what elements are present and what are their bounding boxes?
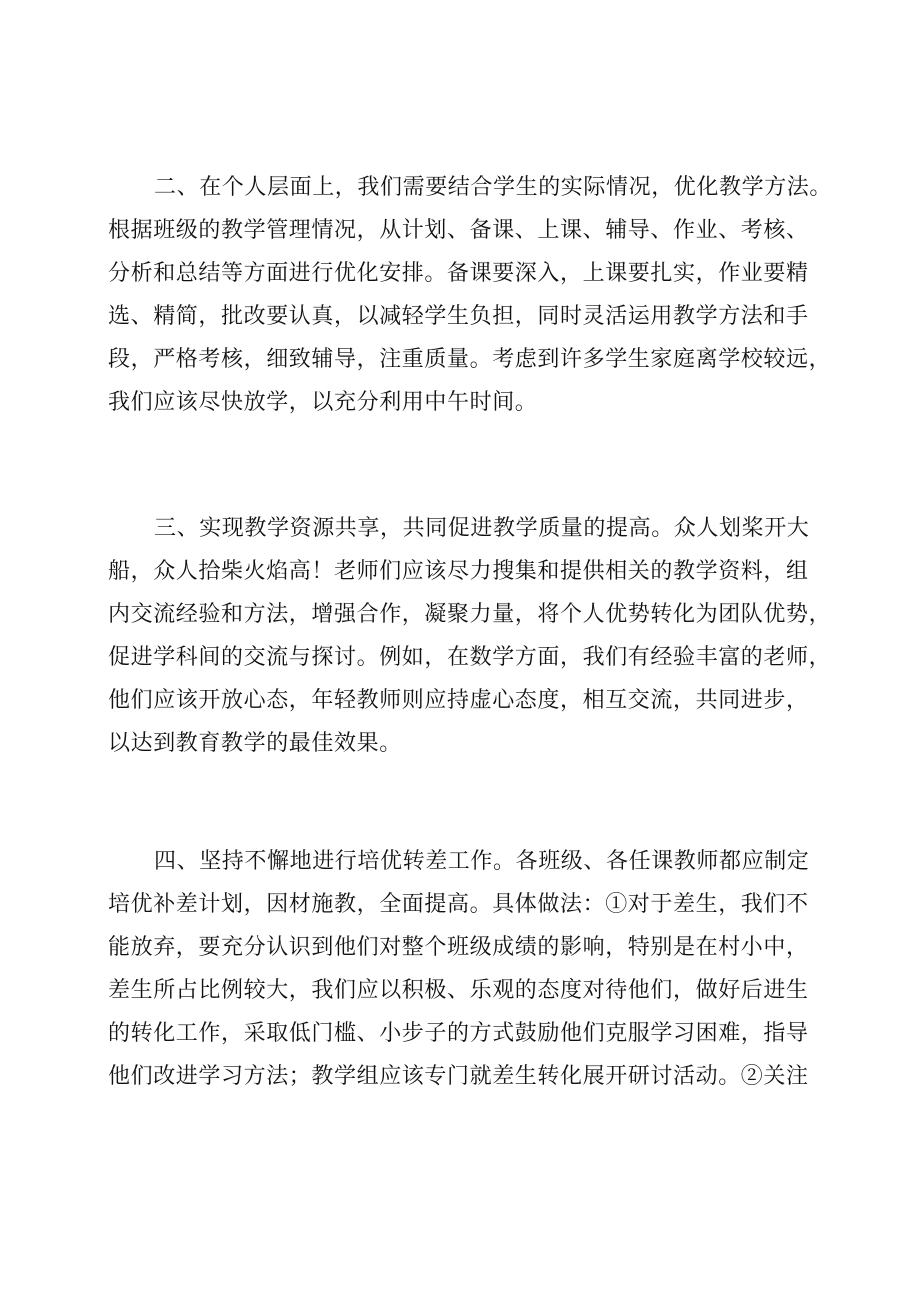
text-line: 三、实现教学资源共享，共同促进教学质量的提高。众人划桨开大 [154,516,810,541]
text-line: 他们改进学习方法；教学组应该专门就差生转化展开研讨活动。②关注 [108,1064,809,1089]
paragraph-three [108,507,832,765]
text-line: 他们应该开放心态，年轻教师则应持虚心态度，相互交流，共同进步， [108,688,809,713]
text-line: 四、坚持不懈地进行培优转差工作。各班级、各任课教师都应制定 [154,849,810,874]
text-line: 二、在个人层面上，我们需要结合学生的实际情况，优化教学方法。 [154,175,833,200]
text-line: 我们应该尽快放学，以充分利用中午时间。 [108,390,538,415]
text-line: 段，严格考核，细致辅导，注重质量。考虑到许多学生家庭离学校较远， [108,347,832,372]
text-line: 选、精简，批改要认真，以减轻学生负担，同时灵活运用教学方法和手 [108,304,809,329]
text-line: 以达到教育教学的最佳效果。 [108,731,402,756]
text-line: 培优补差计划，因材施教，全面提高。具体做法：①对于差生，我们不 [108,892,809,917]
paragraph-four [108,840,828,1098]
text-line: 促进学科间的交流与探讨。例如，在数学方面，我们有经验丰富的老师， [108,645,832,670]
text-line: 分析和总结等方面进行优化安排。备课要深入，上课要扎实，作业要精 [108,261,809,286]
text-line: 内交流经验和方法，增强合作，凝聚力量，将个人优势转化为团队优势， [108,602,832,627]
text-line: 差生所占比例较大，我们应以积极、乐观的态度对待他们，做好后进生 [108,978,809,1003]
text-line: 船，众人拾柴火焰高！老师们应该尽力搜集和提供相关的教学资料，组 [108,559,809,584]
text-line: 能放弃，要充分认识到他们对整个班级成绩的影响，特别是在村小中， [108,935,809,960]
text-line: 根据班级的教学管理情况，从计划、备课、上课、辅导、作业、考核、 [108,218,809,243]
text-line: 的转化工作，采取低门槛、小步子的方式鼓励他们克服学习困难，指导 [108,1021,809,1046]
paragraph-two [108,166,833,424]
